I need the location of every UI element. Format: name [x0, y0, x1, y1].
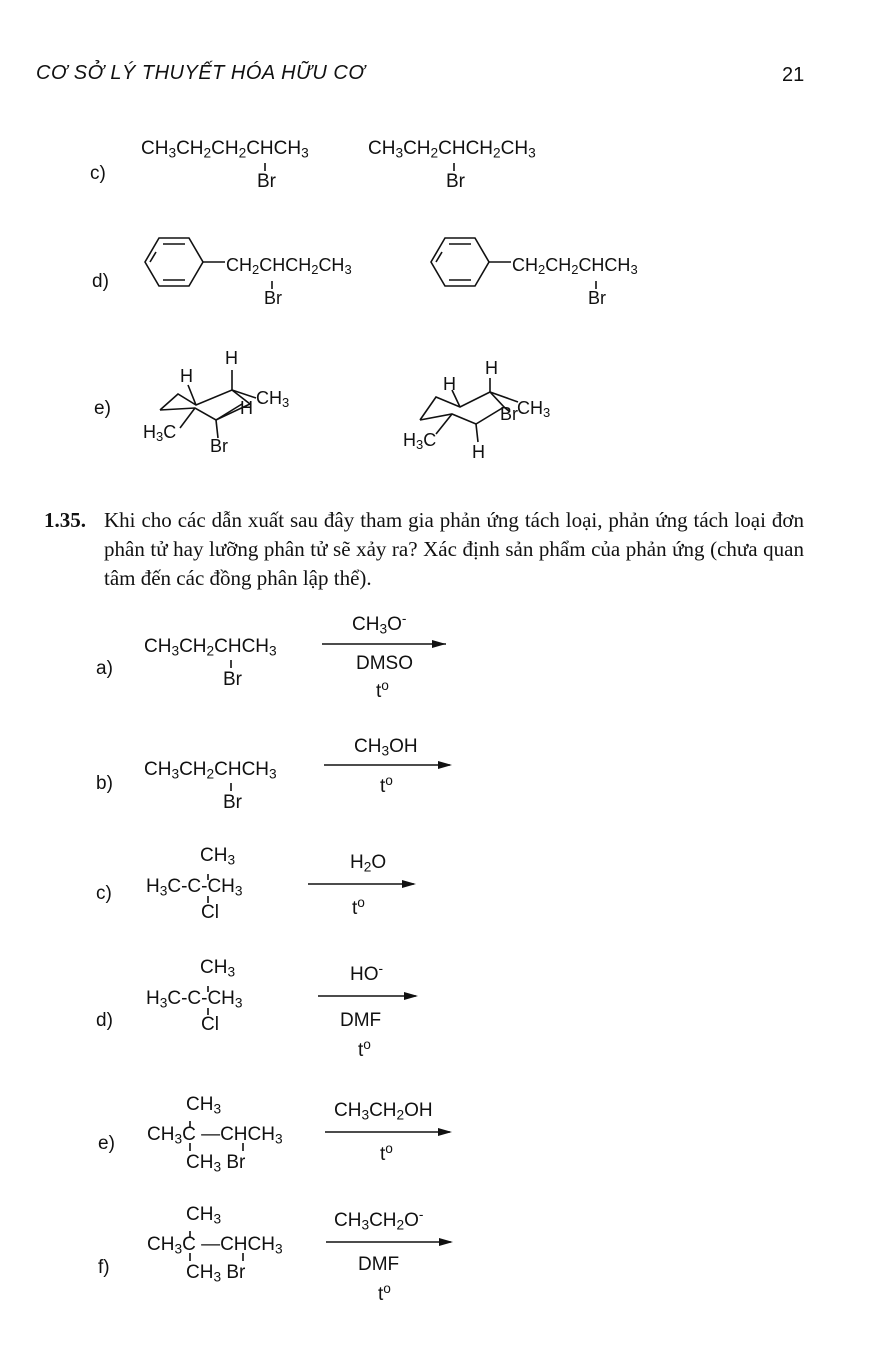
item-c-right-chain: $CH_3CH_2CHCH_2CH_3$: [368, 138, 536, 161]
problem-text: Khi cho các dẫn xuất sau đây tham gia phản ứng tách loại, phản ứng tách loại đơn phân tử hay lưỡng phân tử sẽ xảy ra? Xác định sản phẩm của phản ứng (chưa quan tâm đến các đồng phân lập thể).: [104, 508, 804, 590]
item-d-right-sub: Br: [588, 288, 606, 308]
reaction-c-top-group: $CH_3$: [200, 845, 236, 868]
arrowheads: [402, 640, 453, 1246]
reaction-e-bottom-groups: $CH_3$ Br: [186, 1152, 246, 1175]
reaction-e-label: e): [98, 1133, 115, 1154]
chair-left-atom-h-mid: H: [240, 398, 253, 418]
reaction-f-chain: $CH_3C$ $—CHCH_3$: [147, 1234, 283, 1257]
reaction-e-chain: $CH_3C$ $—CHCH_3$: [147, 1124, 283, 1147]
chair-right-atom-h-bottom: H: [472, 442, 485, 462]
chair-left-atom-h-top: H: [225, 348, 238, 368]
item-d-label: d): [92, 271, 109, 292]
reaction-a-condition: $t^o$: [376, 678, 389, 702]
item-d-left-chain: $CH_2CHCH_2CH_3$: [226, 255, 352, 278]
item-c-label: c): [90, 163, 106, 184]
reaction-a-label: a): [96, 658, 113, 679]
item-e-label: e): [94, 398, 111, 419]
reaction-f-bottom-groups: $CH_3$ Br: [186, 1262, 246, 1285]
reaction-e-condition: $t^o$: [380, 1141, 393, 1165]
item-d-right-chain: $CH_2CH_2CHCH_3$: [512, 255, 638, 278]
chair-right-atom-h-left: H: [443, 374, 456, 394]
reaction-d-label: d): [96, 1010, 113, 1031]
running-header-title: CƠ SỞ LÝ THUYẾT HÓA HỮU CƠ: [36, 62, 366, 84]
reaction-b-condition: $t^o$: [380, 773, 393, 797]
reaction-b-label: b): [96, 773, 113, 794]
item-c-left-sub: Br: [257, 171, 276, 192]
reaction-f-label: f): [98, 1257, 110, 1278]
reaction-d-top-group: $CH_3$: [200, 957, 236, 980]
chair-right-atom-ch3: $CH_3$: [517, 398, 551, 421]
page-number: 21: [782, 64, 805, 86]
reaction-c-condition: $t^o$: [352, 895, 365, 919]
reaction-f-reagent-bottom: DMF: [358, 1254, 400, 1275]
chair-left-atom-ch3: $CH_3$: [256, 388, 290, 411]
reaction-c-reagent-top: $H_2O$: [350, 852, 387, 875]
reaction-d-sub: Cl: [201, 1014, 219, 1035]
chair-left-atom-h3c: $H_3C$: [143, 422, 177, 445]
reaction-c-chain: $H_3C-C-CH_3$: [146, 876, 243, 899]
benzene-ring-right: [431, 238, 489, 286]
item-d-left-sub: Br: [264, 288, 282, 308]
chair-left-atom-br: Br: [210, 436, 228, 456]
reaction-a-reagent-top: $CH_3O^-$: [352, 611, 407, 637]
reaction-e-reagent-top: $CH_3CH_2OH$: [334, 1100, 433, 1123]
reaction-a-chain: $CH_3CH_2CHCH_3$: [144, 636, 277, 659]
reaction-f-condition: $t^o$: [378, 1281, 391, 1305]
reaction-d-chain: $H_3C-C-CH_3$: [146, 988, 243, 1011]
chair-right-atom-h-top: H: [485, 358, 498, 378]
reaction-c-label: c): [96, 883, 112, 904]
chair-left-atom-h-left: H: [180, 366, 193, 386]
reaction-b-chain: $CH_3CH_2CHCH_3$: [144, 759, 277, 782]
reaction-a-reagent-bottom: DMSO: [356, 653, 413, 674]
benzene-ring-left: [145, 238, 203, 286]
reaction-c-sub: Cl: [201, 902, 219, 923]
reaction-b-reagent-top: $CH_3OH$: [354, 736, 418, 759]
reaction-d-reagent-top: HO-: [350, 961, 384, 985]
reaction-f-reagent-top: $CH_3CH_2O^-$: [334, 1207, 424, 1233]
problem-number: 1.35.: [44, 508, 86, 532]
reaction-e-top-group: $CH_3$: [186, 1094, 222, 1117]
reaction-b-sub: Br: [223, 792, 242, 813]
item-c-left-chain: $CH_3CH_2CH_2CHCH_3$: [141, 138, 309, 161]
chair-right-atom-br: Br: [500, 404, 518, 424]
reaction-d-reagent-bottom: DMF: [340, 1010, 382, 1031]
reaction-d-condition: $t^o$: [358, 1037, 371, 1061]
reaction-a-sub: Br: [223, 669, 242, 690]
chair-right-atom-h3c: $H_3C$: [403, 430, 437, 453]
item-c-right-sub: Br: [446, 171, 465, 192]
reaction-f-top-group: $CH_3$: [186, 1204, 222, 1227]
